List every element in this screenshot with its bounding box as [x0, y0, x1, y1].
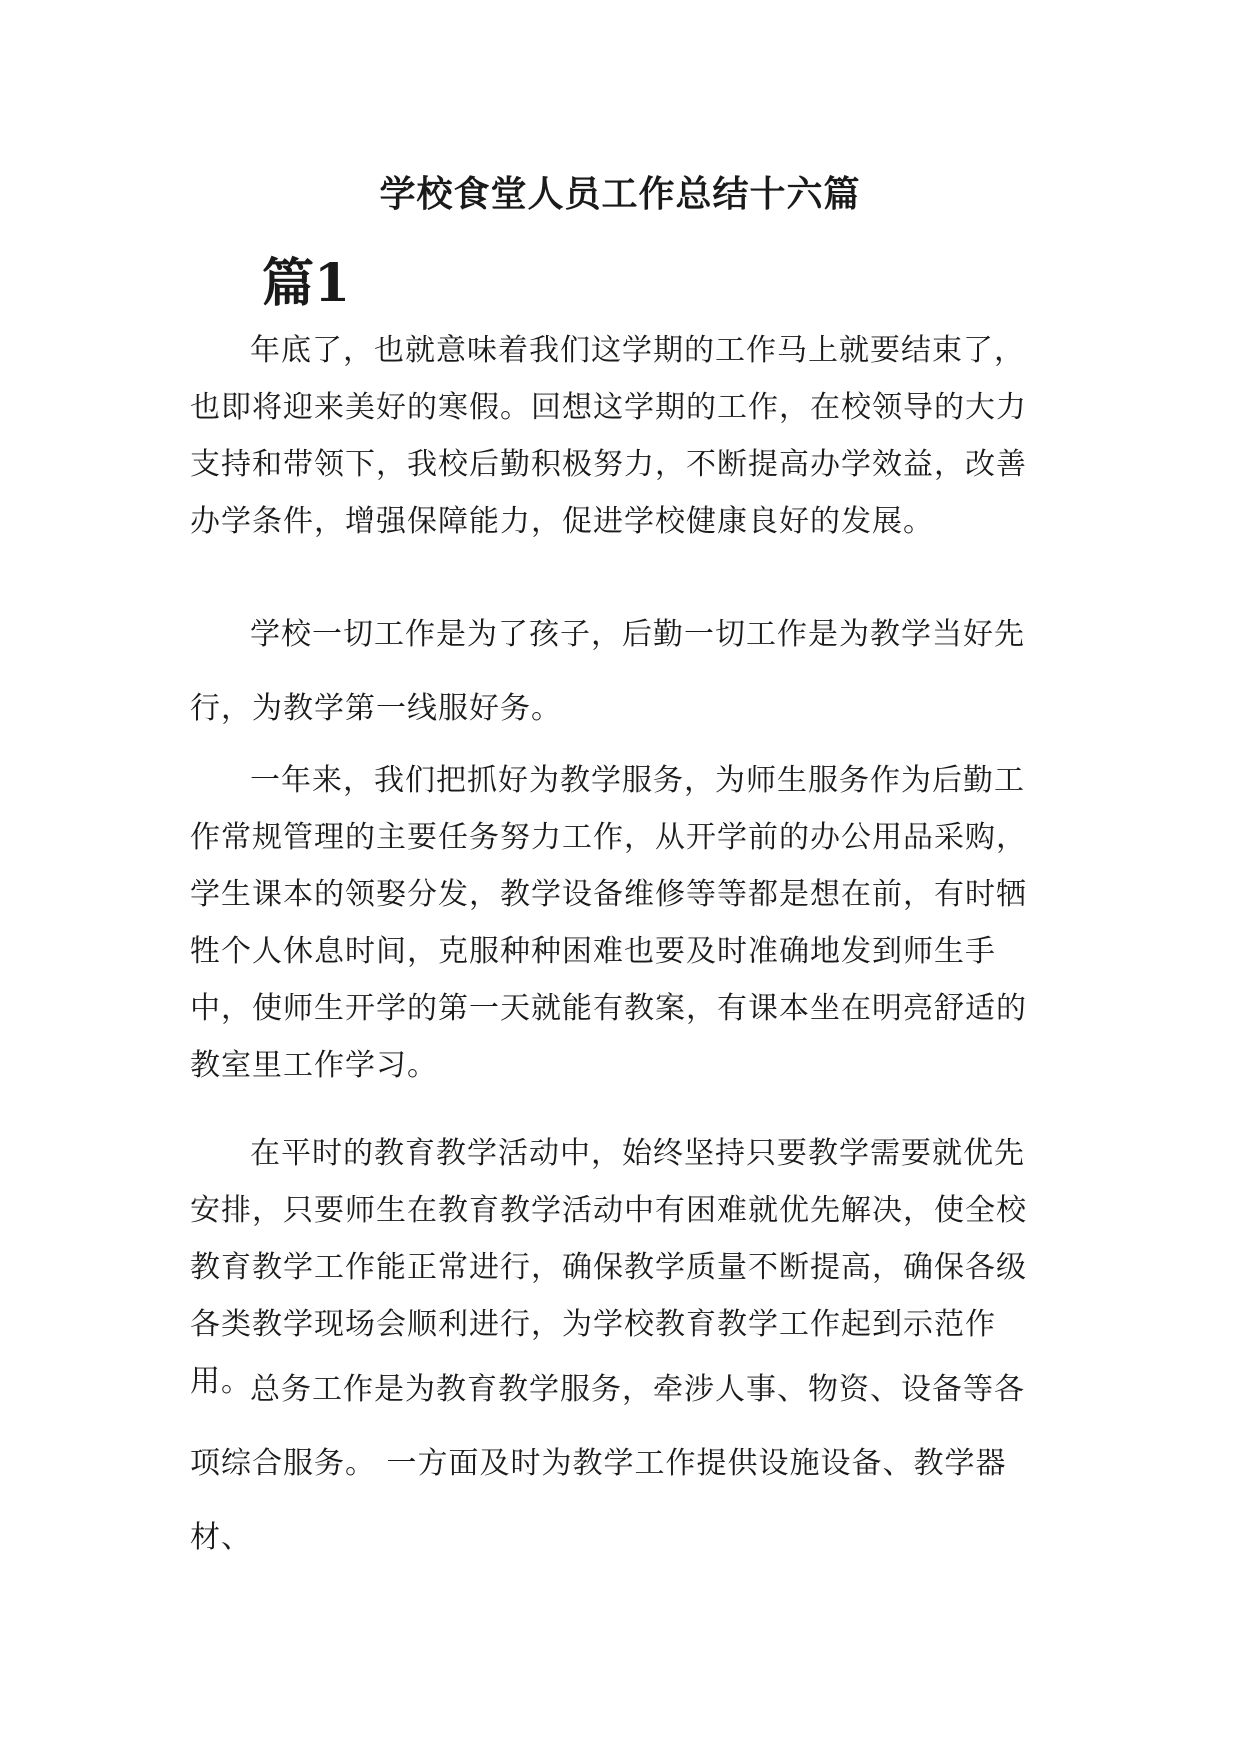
body-text — [190, 322, 1050, 550]
paragraph-5: 总务工作是为教育教学服务，牵涉人事、物资、设备等各项综合服务。 一方面及时为教学工作提供设施设备、教学器材、 — [190, 1372, 1025, 1555]
body-text — [190, 752, 1050, 1094]
section-heading: 篇1 — [262, 253, 351, 314]
paragraph-2: 学校一切工作是为了孩子，后勤一切工作是为教学当好先行，为教学第一线服好务。 — [190, 617, 1025, 726]
paragraph-4: 在平时的教育教学活动中，始终坚持只要教学需要就优先安排，只要师生在教育教学活动中有困难就优先解决，使全校教育教学工作能正常进行，确保教学质量不断提高，确保各级各类教学现场会顺利进行，为学校教育教学工作起到示范作用。 — [190, 1136, 1027, 1399]
paragraph-1: 年底了，也就意味着我们这学期的工作马上就要结束了，也即将迎来美好的寒假。回想这学期的工作，在校领导的大力支持和带领下，我校后勤积极努力，不断提高办学效益，改善办学条件，增强保障能力，促进学校健康良好的发展。 — [190, 333, 1027, 539]
body-text — [190, 598, 1050, 746]
document-title: 学校食堂人员工作总结十六篇 — [379, 173, 861, 215]
body-text — [190, 1353, 1050, 1575]
paragraph-3: 一年来，我们把抓好为教学服务，为师生服务作为后勤工作常规管理的主要任务努力工作，从开学前的办公用品采购，学生课本的领娶分发，教学设备维修等等都是想在前，有时牺牲个人休息时间，克服种种困难也要及时准确地发到师生手中，使师生开学的第一天就能有教案，有课本坐在明亮舒适的教室里工作学习。 — [190, 763, 1027, 1083]
